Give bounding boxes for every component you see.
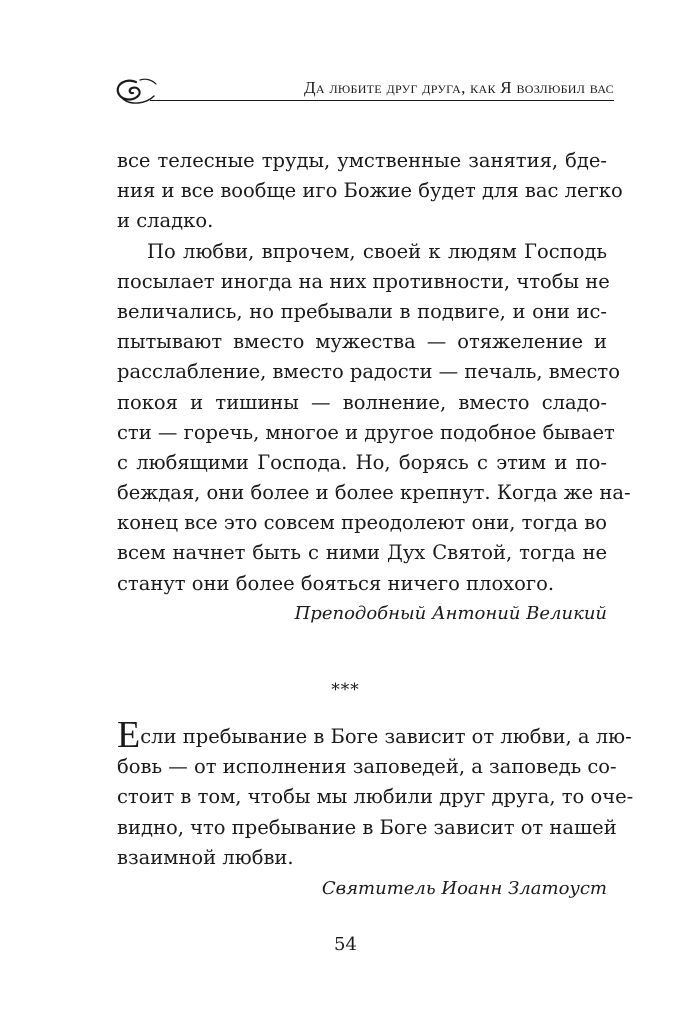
text-line-first [117,714,632,756]
text-line: посылает иногда на них противности, чтобы не [117,269,610,293]
page-number: 54 [334,934,357,955]
text-line: сти — горечь, многое и другое подобное бывает [117,420,615,444]
text-line: станут они более бояться ничего плохого. [117,571,555,595]
drop-cap: Е [117,714,141,756]
text-line: стоит в том, чтобы мы любили друг друга, то оче- [117,785,634,809]
section-separator: *** [331,680,360,700]
text-line: пытывают вместо мужества — отяжеление и [117,330,607,354]
text-line: конец все это совсем преодолеют они, тогда во [117,511,607,535]
attribution-antony: Преподобный Антоний Великий [294,603,607,624]
text-line: всем начнет быть с ними Дух Святой, тогда не [117,541,607,565]
text-line: все телесные труды, умственные занятия, бде- [117,149,607,172]
text-line: взаимной любви. [117,845,294,869]
text-line: и сладко. [117,209,214,233]
quote-text-chrysostom [117,714,634,873]
quote-text-antony [117,146,631,599]
running-header-title: Да любите друг друга, как Я возлюбил вас [304,78,614,97]
text-line: По любви, впрочем, своей к людям Господь [147,239,607,263]
text-line: с любящими Господа. Но, борясь с этим и по- [117,450,607,474]
header-rule [150,100,614,101]
swirl-ornament-icon [112,70,160,110]
text-line: величались, но пребывали в подвиге, и они ис- [117,299,607,323]
attribution-chrysostom: Святитель Иоанн Златоуст [321,878,607,899]
text-line: расслабление, вместо радости — печаль, вместо [117,360,620,384]
text-line: беждая, они более и более крепнут. Когда же на- [117,481,631,505]
text-line: видно, что пребывание в Боге зависит от нашей [117,815,617,839]
text-line: покоя и тишины — волнение, вместо сладо- [117,390,607,414]
text-line-first-rest: сли пребывание в Боге зависит от любви, а лю- [140,725,632,748]
text-line: ния и все вообще иго Божие будет для вас легко [117,179,623,203]
running-header [112,70,614,110]
text-line: бовь — от исполнения заповедей, а заповедь со- [117,755,617,779]
